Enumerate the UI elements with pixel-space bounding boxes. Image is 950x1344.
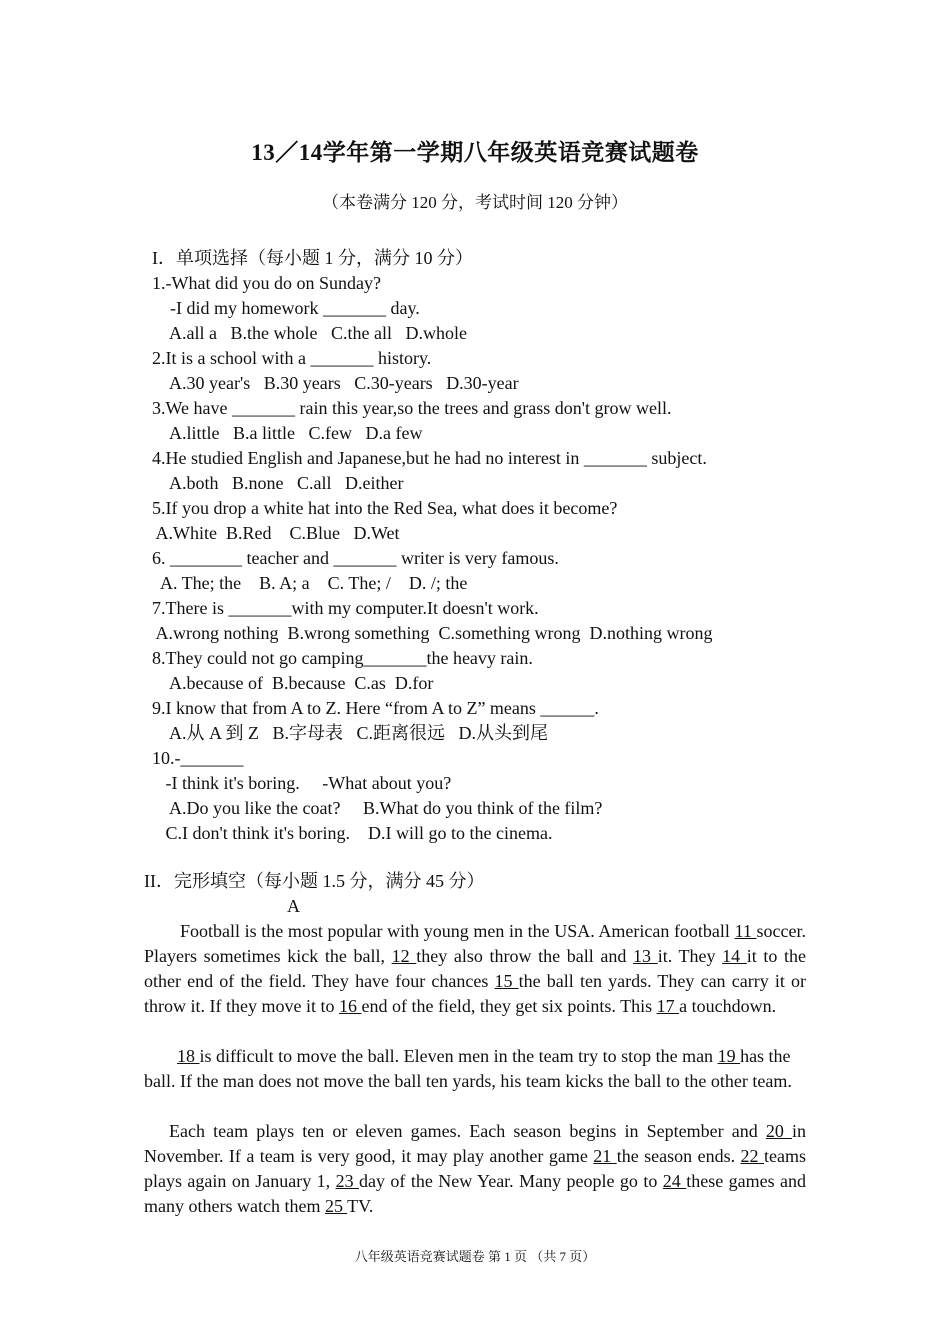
section-1-heading: I．单项选择（每小题 1 分，满分 10 分）	[152, 248, 473, 268]
paragraph-text: it to the other end of the field. They have four chances	[144, 946, 807, 991]
blank-13: 13	[633, 946, 658, 966]
blank-18: 18	[177, 1046, 200, 1066]
blank-12: 12	[391, 946, 417, 966]
paragraph-text: Football is the most popular with young men in the USA. American football	[180, 921, 735, 941]
paragraph-text: has the ball. If the man does not move the ball ten yards, his team kicks the ball to the other team.	[144, 1046, 792, 1091]
blank-24: 24	[662, 1171, 687, 1191]
question-line: C.I don't think it's boring. D.I will go to the cinema.	[152, 823, 553, 843]
paragraph-text: these games and many others watch them	[144, 1171, 807, 1216]
question-line: A.both B.none C.all D.either	[152, 473, 404, 493]
question-line: A.little B.a little C.few D.a few	[152, 423, 423, 443]
blank-23: 23	[335, 1171, 360, 1191]
paragraph-text: teams plays again on January 1,	[144, 1146, 806, 1191]
question-line: -I think it's boring. -What about you?	[152, 773, 452, 793]
question-line: -I did my homework _______ day.	[152, 298, 420, 318]
question-line: 8.They could not go camping_______the heavy rain.	[152, 648, 533, 668]
blank-15: 15	[494, 971, 519, 991]
question-line: 1.-What did you do on Sunday?	[152, 273, 381, 293]
blank-22: 22	[740, 1146, 764, 1166]
question-line: 10.-_______	[152, 748, 244, 768]
question-line: 4.He studied English and Japanese,but he had no interest in _______ subject.	[152, 448, 707, 468]
question-line: A.White B.Red C.Blue D.Wet	[152, 523, 400, 543]
question-line: 6. ________ teacher and _______ writer is very famous.	[152, 548, 559, 568]
section-2-heading: II．完形填空（每小题 1.5 分，满分 45 分）	[144, 871, 485, 891]
paragraph-text: the season ends.	[616, 1146, 741, 1166]
question-line: A.Do you like the coat? B.What do you think of the film?	[152, 798, 603, 818]
paragraph-text: day of the New Year. Many people go to	[359, 1171, 663, 1191]
question-line: A.all a B.the whole C.the all D.whole	[152, 323, 467, 343]
question-line: A.从 A 到 Z B.字母表 C.距离很远 D.从头到尾	[152, 723, 549, 743]
blank-14: 14	[722, 946, 747, 966]
blank-11: 11	[734, 921, 757, 941]
question-line: A.because of B.because C.as D.for	[152, 673, 434, 693]
page-footer: 八年级英语竞赛试题卷 第 1 页 （共 7 页）	[354, 1249, 596, 1264]
page-subtitle: （本卷满分 120 分，考试时间 120 分钟）	[322, 193, 628, 212]
paragraph-text: soccer. Players sometimes kick the ball,	[144, 921, 807, 966]
paragraph-text: in November. If a team is very good, it may play another game	[144, 1121, 807, 1166]
paragraph-text: Each team plays ten or eleven games. Each season begins in September and	[169, 1121, 766, 1141]
paragraph-text: it. They	[657, 946, 723, 966]
paragraph-text: they also throw the ball and	[416, 946, 634, 966]
passage-label: A	[287, 896, 300, 916]
question-line: A.wrong nothing B.wrong something C.something wrong D.nothing wrong	[152, 623, 713, 643]
blank-20: 20	[765, 1121, 792, 1141]
blank-17: 17	[656, 996, 680, 1016]
paragraph-text: TV.	[347, 1196, 374, 1216]
paragraph-text: the ball ten yards. They can carry it or throw it. If they move it to	[144, 971, 807, 1016]
paragraph-text: a touchdown.	[679, 996, 777, 1016]
page-title: 13／14学年第一学期八年级英语竞赛试题卷	[251, 140, 699, 165]
blank-16: 16	[338, 996, 362, 1016]
question-line: 5.If you drop a white hat into the Red Sea, what does it become?	[152, 498, 618, 518]
paragraph-text: end of the field, they get six points. This	[361, 996, 657, 1016]
blank-25: 25	[324, 1196, 348, 1216]
cloze-paragraph-3	[144, 1119, 806, 1219]
question-line: 9.I know that from A to Z. Here “from A to Z” means ______.	[152, 698, 599, 718]
cloze-paragraph-2	[144, 1044, 806, 1094]
question-line: A.30 year's B.30 years C.30-years D.30-year	[152, 373, 519, 393]
question-line: 2.It is a school with a _______ history.	[152, 348, 432, 368]
question-line: 7.There is _______with my computer.It doesn't work.	[152, 598, 539, 618]
question-line: 3.We have _______ rain this year,so the trees and grass don't grow well.	[152, 398, 672, 418]
blank-21: 21	[593, 1146, 617, 1166]
blank-19: 19	[717, 1046, 741, 1066]
question-line: A. The; the B. A; a C. The; / D. /; the	[152, 573, 468, 593]
paragraph-text: is difficult to move the ball. Eleven men in the team try to stop the man	[199, 1046, 718, 1066]
cloze-paragraph-1	[144, 919, 806, 1019]
